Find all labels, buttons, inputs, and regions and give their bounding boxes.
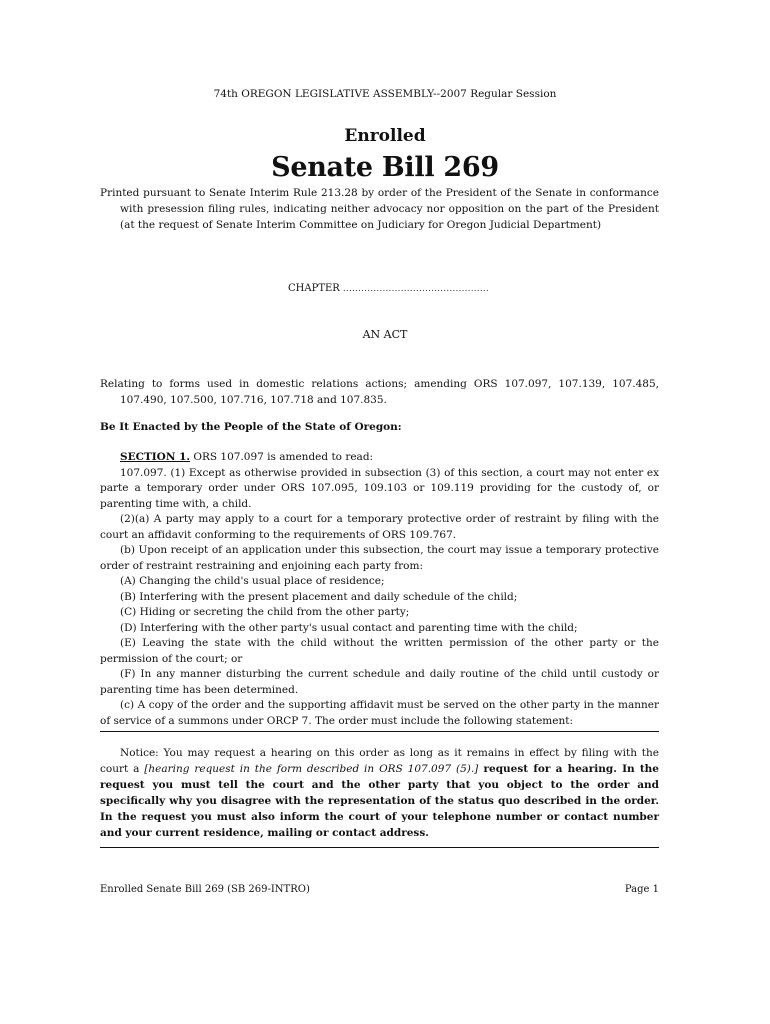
divider-top bbox=[100, 731, 659, 732]
section-paragraph: (F) In any manner disturbing the current schedule and daily routine of the child until custody or parenting time has been determined. bbox=[100, 668, 659, 696]
chapter-line bbox=[288, 283, 489, 294]
notice-amended-text: request for a hearing. In the request you must tell the court and the other party that you object to the order and specifically why you disagree with the representation of the status quo described in the order. In the request you must also inform the court of your telephone number or contact number and your current residence, mailing or contact address. bbox=[100, 763, 659, 839]
printed-notice bbox=[100, 185, 659, 233]
printed-notice-text: Printed pursuant to Senate Interim Rule 213.28 by order of the President of the Senate in conformance with presession filing rules, indicating neither advocacy nor opposition on the part of the President (at the request of Senate Interim Committee on Judiciary for Oregon Judicial Department) bbox=[100, 187, 659, 231]
relating-clause bbox=[100, 376, 659, 408]
enrolled-label: Enrolled bbox=[344, 126, 426, 146]
chapter-label: CHAPTER bbox=[288, 283, 340, 294]
bill-title: Senate Bill 269 bbox=[271, 152, 499, 183]
assembly-header: 74th OREGON LEGISLATIVE ASSEMBLY--2007 Regular Session bbox=[213, 88, 557, 100]
section-1-label: SECTION 1. bbox=[120, 451, 191, 463]
section-paragraph: (c) A copy of the order and the supporting affidavit must be served on the other party in the manner of service of a summons under ORCP 7. The order must include the following statement: bbox=[100, 699, 659, 727]
section-1 bbox=[100, 450, 659, 729]
section-1-heading-line bbox=[100, 450, 659, 466]
notice-deleted-text: [hearing request in the form described in ORS 107.097 (5).] bbox=[144, 763, 479, 775]
divider-bottom bbox=[100, 847, 659, 848]
footer-bill-id: Enrolled Senate Bill 269 (SB 269-INTRO) bbox=[100, 884, 310, 895]
chapter-dots: ................................................ bbox=[343, 284, 490, 293]
relating-text: Relating to forms used in domestic relations actions; amending ORS 107.097, 107.139, 107.485, 107.490, 107.500, 107.716, 107.718 and 107.835. bbox=[100, 378, 659, 406]
section-paragraph: (D) Interfering with the other party's usual contact and parenting time with the child; bbox=[120, 621, 578, 634]
section-paragraph: (C) Hiding or secreting the child from the other party; bbox=[120, 606, 410, 618]
section-paragraph: (2)(a) A party may apply to a court for a temporary protective order of restraint by filing with the court an affidavit conforming to the requirements of ORS 109.767. bbox=[100, 513, 659, 541]
enacting-clause: Be It Enacted by the People of the State of Oregon: bbox=[100, 421, 402, 433]
notice-text: Notice: You may request a hearing on this order as long as it remains in effect by filing with the court a bbox=[100, 747, 659, 775]
footer-page-number: Page 1 bbox=[624, 884, 659, 895]
section-paragraph: (B) Interfering with the present placement and daily schedule of the child; bbox=[120, 590, 518, 603]
notice-statement bbox=[100, 745, 659, 841]
section-paragraph: (b) Upon receipt of an application under this subsection, the court may issue a temporary protective order of restraint restraining and enjoining each party from: bbox=[100, 544, 659, 572]
an-act-heading: AN ACT bbox=[362, 328, 408, 341]
section-paragraph: (E) Leaving the state with the child without the written permission of the other party or the permission of the court; or bbox=[100, 637, 659, 665]
section-1-intro: ORS 107.097 is amended to read: bbox=[190, 451, 374, 463]
section-paragraph: 107.097. (1) Except as otherwise provided in subsection (3) of this section, a court may not enter ex parte a temporary order under ORS 107.095, 109.103 or 109.119 providing for the custody of, or parenting time with, a child. bbox=[100, 466, 659, 510]
section-paragraph: (A) Changing the child's usual place of residence; bbox=[120, 575, 385, 587]
